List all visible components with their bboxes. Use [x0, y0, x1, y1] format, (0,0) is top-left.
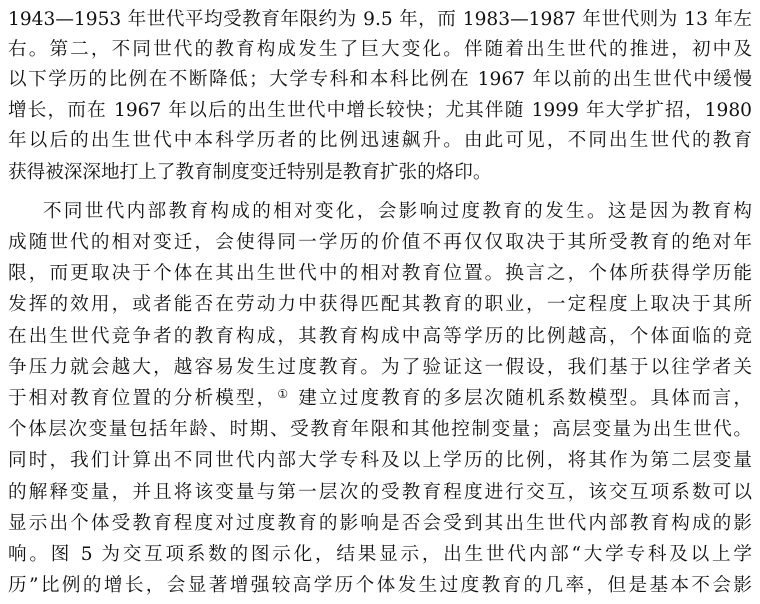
text-line: 同时，我们计算出不同世代内部大学专科及以上学历的比例，将其作为第二层变量	[8, 450, 752, 471]
text-line: 年以后的出生世代中本科学历者的比例迅速飙升。由此可见，不同出生世代的教育	[8, 130, 752, 151]
text-line: 限，而更取决于个体在其出生世代中的相对教育位置。换言之，个体所获得学历能	[8, 263, 752, 284]
text-line: 在出生世代竞争者的教育构成，其教育构成中高等学历的比例越高，个体面临的竞	[8, 326, 752, 347]
text-line: 增长，而在 1967 年以后的出生世代中增长较快；尤其伴随 1999 年大学扩招，1980	[8, 100, 752, 121]
text-line: 个体层次变量包括年龄、时期、受教育年限和其他控制变量；高层变量为出生世代。	[8, 419, 752, 440]
text-line: 右。第二，不同世代的教育构成发生了巨大变化。伴随着出生世代的推进，初中及	[8, 39, 752, 60]
text-line: 不同世代内部教育构成的相对变化，会影响过度教育的发生。这是因为教育构	[43, 201, 752, 222]
text-segment: 于相对教育位置的分析模型，	[8, 388, 278, 409]
text-line: 历”比例的增长，会显著增强较高学历个体发生过度教育的几率，但是基本不会影	[8, 575, 752, 596]
text-line: 以下学历的比例在不断降低；大学专科和本科比例在 1967 年以前的出生世代中缓慢	[8, 69, 752, 90]
text-line: 争压力就会越大，越容易发生过度教育。为了验证这一假设，我们基于以往学者关	[8, 357, 752, 378]
text-segment: 建立过度教育的多层次随机系数模型。具体而言，	[290, 388, 752, 409]
text-line: 成随世代的相对变迁，会使得同一学历的价值不再仅仅取决于其所受教育的绝对年	[8, 232, 752, 253]
text-line: 获得被深深地打上了教育制度变迁特别是教育扩张的烙印。	[8, 162, 492, 183]
footnote-marker[interactable]: ①	[277, 387, 291, 401]
text-line-with-footnote	[8, 384, 752, 414]
text-line: 发挥的效用，或者能否在劳动力中获得匹配其教育的职业，一定程度上取决于其所	[8, 294, 752, 315]
text-line: 的解释变量，并且将该变量与第一层次的受教育程度进行交互，该交互项系数可以	[8, 482, 752, 503]
text-line: 显示出个体受教育程度对过度教育的影响是否会受到其出生世代内部教育构成的影	[8, 513, 752, 534]
text-line: 响。图 5 为交互项系数的图示化，结果显示，出生世代内部“大学专科及以上学	[8, 544, 752, 565]
text-line: 1943—1953 年世代平均受教育年限约为 9.5 年，而 1983—1987 年世代则为 13 年左	[8, 9, 752, 30]
